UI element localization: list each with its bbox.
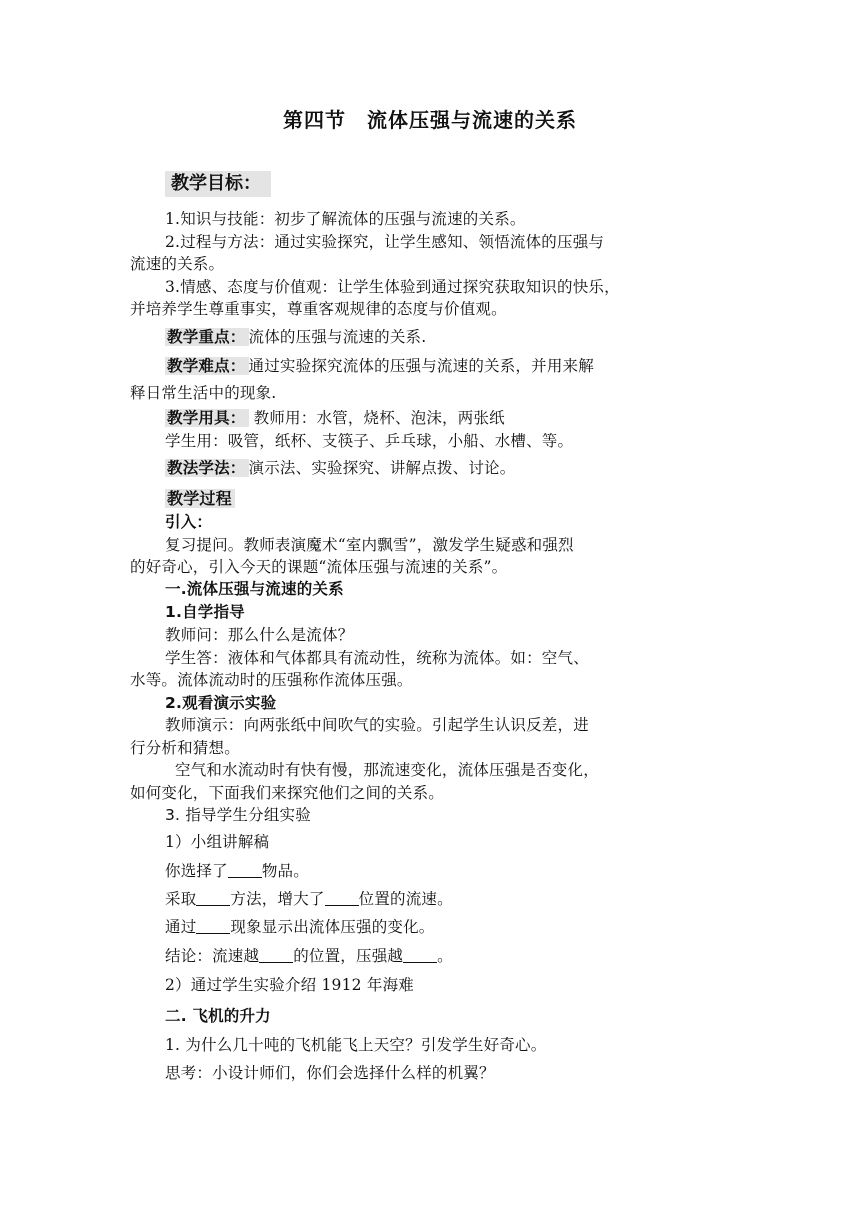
teaching-tools [165, 407, 505, 429]
fill2-text: 采取 [165, 890, 197, 908]
difficulty-text-line1: 通过实验探究流体的压强与流速的关系，并用来解 [248, 357, 594, 375]
teaching-process [165, 488, 235, 510]
tools-label: 教学用具： [165, 409, 249, 427]
teaching-goals-heading: 教学目标： [165, 171, 271, 197]
goal-attitude-line2: 并培养学生尊重事实，尊重客观规律的态度与价值观。 [130, 300, 507, 318]
goal-process-line2: 流速的关系。 [130, 255, 225, 273]
teaching-method [165, 457, 515, 479]
student-answer-line1: 学生答：液体和气体都具有流动性，统称为流体。如：空气、 [165, 649, 589, 667]
fill-blank-items [165, 860, 309, 882]
blank-line [228, 861, 262, 878]
fill3-text-end: 现象显示出流体压强的变化。 [230, 918, 435, 936]
fill4-text-mid: 的位置，压强越 [293, 947, 404, 965]
fill4-text: 结论：流速越 [165, 947, 260, 965]
fill2-text-end: 位置的流速。 [358, 890, 453, 908]
subsection2-heading: 2.观看演示实验 [165, 694, 277, 712]
fill-blank-phenomenon [165, 916, 435, 938]
section2-heading: 二. 飞机的升力 [165, 1007, 271, 1025]
method-text: 演示法、实验探究、讲解点拨、讨论。 [248, 459, 516, 477]
demo-line1: 教师演示：向两张纸中间吹气的实验。引起学生认识反差，进 [165, 716, 589, 734]
teaching-difficulty [165, 355, 594, 377]
blank-line [196, 889, 230, 906]
fill1-text: 你选择了 [165, 862, 228, 880]
group-item-2: 2）通过学生实验介绍 1912 年海难 [165, 976, 414, 994]
focus-text: 流体的压强与流速的关系. [248, 328, 427, 346]
blank-line [259, 946, 293, 963]
intro-line2: 的好奇心，引入今天的课题“流体压强与流速的关系”。 [130, 558, 508, 576]
blank-line [196, 917, 230, 934]
fill-blank-method [165, 888, 453, 910]
air-flow-line1: 空气和水流动时有快有慢，那流速变化，流体压强是否变化， [175, 761, 599, 779]
tools-teacher: 教师用：水管，烧杯、泡沫，两张纸 [253, 409, 505, 427]
focus-label: 教学重点： [165, 328, 249, 346]
group-item-1: 1）小组讲解稿 [165, 833, 270, 851]
think-question: 思考：小设计师们，你们会选择什么样的机翼？ [165, 1064, 495, 1082]
teaching-focus [165, 326, 426, 348]
tools-student: 学生用：吸管，纸杯、支筷子、乒乓球，小船、水槽、等。 [165, 432, 574, 450]
difficulty-label: 教学难点： [165, 357, 249, 375]
intro-label: 引入： [165, 513, 213, 531]
fill-blank-conclusion [165, 945, 453, 967]
document-title: 第四节 流体压强与流速的关系 [283, 108, 577, 132]
process-label: 教学过程 [165, 489, 235, 508]
section1-heading: 一.流体压强与流速的关系 [165, 580, 344, 598]
fill1-text-end: 物品。 [261, 862, 309, 880]
fill2-text-mid: 方法，增大了 [230, 890, 325, 908]
intro-line1: 复习提问。教师表演魔术“室内飘雪”，激发学生疑惑和强烈 [165, 536, 574, 554]
plane-question: 1. 为什么几十吨的飞机能飞上天空？引发学生好奇心。 [165, 1036, 547, 1054]
student-answer-line2: 水等。流体流动时的压强称作流体压强。 [130, 671, 413, 689]
difficulty-text-line2: 释日常生活中的现象. [130, 384, 277, 402]
goal-attitude-line1: 3.情感、态度与价值观：让学生体验到通过探究获取知识的快乐， [165, 278, 620, 296]
demo-line2: 行分析和猜想。 [130, 739, 240, 757]
goal-process-line1: 2.过程与方法：通过实验探究，让学生感知、领悟流体的压强与 [165, 233, 605, 251]
air-flow-line2: 如何变化，下面我们来探究他们之间的关系。 [130, 784, 445, 802]
blank-line [403, 946, 437, 963]
goal-knowledge: 1.知识与技能：初步了解流体的压强与流速的关系。 [165, 210, 526, 228]
subsection1-heading: 1.自学指导 [165, 603, 245, 621]
subsection3-heading: 3. 指导学生分组实验 [165, 806, 311, 824]
blank-line [325, 889, 359, 906]
fill4-text-end: 。 [437, 947, 453, 965]
teacher-question: 教师问：那么什么是流体？ [165, 626, 354, 644]
fill3-text: 通过 [165, 918, 197, 936]
method-label: 教法学法： [165, 459, 249, 477]
